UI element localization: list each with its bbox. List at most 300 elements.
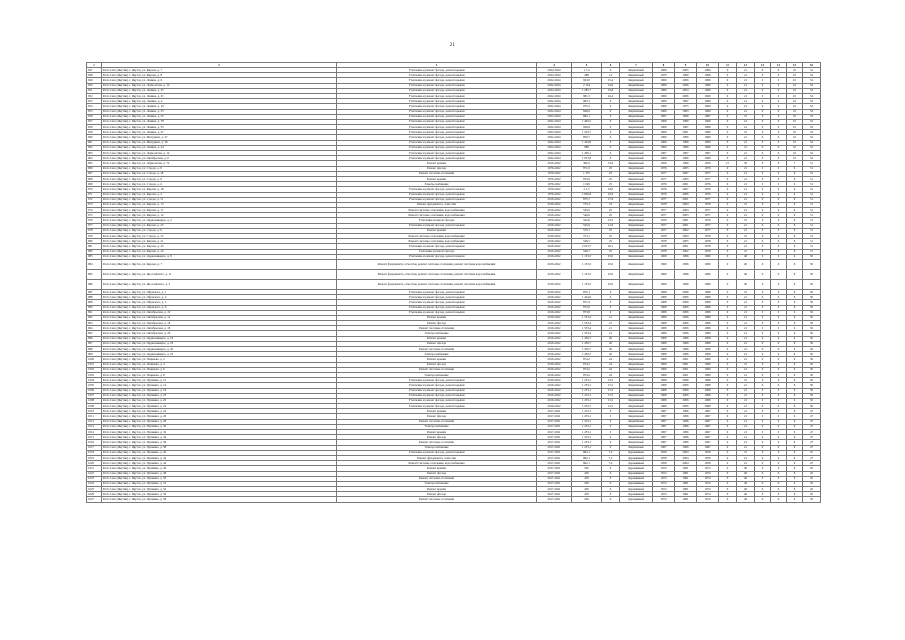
- column-number: 6: [602, 63, 620, 68]
- table-cell: 52: [803, 140, 821, 145]
- table-cell: 0: [755, 99, 771, 104]
- table-cell: 2004: [675, 208, 697, 213]
- table-cell: 2016-2022: [537, 269, 572, 279]
- table-cell: 6: [787, 289, 803, 294]
- table-cell: Кирпичный: [620, 187, 653, 192]
- table-cell: 50: [803, 341, 821, 346]
- table-cell: 1967: [653, 409, 675, 414]
- table-cell: 1005: [87, 383, 102, 388]
- table-cell: 0: [755, 208, 771, 213]
- table-cell: 0: [719, 213, 737, 218]
- table-cell: 40: [737, 279, 755, 289]
- table-cell: 1996: [675, 435, 697, 440]
- table-cell: 6: [787, 419, 803, 424]
- table-cell: 1969: [653, 109, 675, 114]
- table-cell: Утепление и ремонт фасада, ремонт крыши: [337, 93, 537, 98]
- table-cell: 6: [787, 182, 803, 187]
- table-cell: 1996: [675, 145, 697, 150]
- table-cell: 546,5: [572, 239, 602, 244]
- table-cell: 1969: [697, 88, 719, 93]
- table-cell: Кирпичный: [620, 130, 653, 135]
- table-cell: 52: [803, 119, 821, 124]
- column-number: 14: [771, 63, 787, 68]
- table-cell: 47: [803, 430, 821, 435]
- table-cell: 10: [787, 140, 803, 145]
- table-cell: Деревянный: [620, 461, 653, 466]
- table-cell: 0: [719, 466, 737, 471]
- table-cell: 1969: [653, 104, 675, 109]
- table-cell: 21: [737, 88, 755, 93]
- table-cell: 12,5: [602, 218, 620, 223]
- table-cell: 0: [755, 187, 771, 192]
- table-cell: 2016-2022: [537, 315, 572, 320]
- table-cell: 0: [755, 461, 771, 466]
- table-cell: 0: [719, 140, 737, 145]
- table-cell: 949: [87, 78, 102, 83]
- table-cell: 1974: [653, 487, 675, 492]
- table-cell: 2006: [675, 83, 697, 88]
- table-cell: 0: [771, 388, 787, 393]
- table-cell: Утепление и ремонт фасада, ремонт крыши: [337, 383, 537, 388]
- column-number: 12: [737, 63, 755, 68]
- table-cell: 1021: [87, 466, 102, 471]
- table-cell: 50: [803, 367, 821, 372]
- table-cell: 52: [803, 104, 821, 109]
- table-cell: Деревянный: [620, 476, 653, 481]
- table-cell: 6: [787, 166, 803, 171]
- table-cell: 0: [755, 414, 771, 419]
- table-cell: 21: [737, 104, 755, 109]
- table-cell: 1974: [697, 466, 719, 471]
- table-cell: 1978: [697, 239, 719, 244]
- table-cell: 1999: [675, 119, 697, 124]
- table-cell: Ремонт крыши: [337, 409, 537, 414]
- table-cell: 0: [602, 305, 620, 310]
- table-cell: 45: [803, 476, 821, 481]
- table-cell: 545,6: [572, 208, 602, 213]
- table-cell: 973: [87, 202, 102, 207]
- table-cell: 1967: [653, 440, 675, 445]
- table-cell: 21,6: [602, 223, 620, 228]
- table-cell: 0: [771, 151, 787, 156]
- table-cell: Респ.Саха (Якутия), г. Якутск, ул. Орджоникидзе, д. 20: [102, 347, 337, 352]
- table-cell: 0: [755, 326, 771, 331]
- table-cell: 50: [803, 321, 821, 326]
- table-cell: 1961: [675, 471, 697, 476]
- table-cell: 1969: [697, 254, 719, 259]
- table-cell: 977: [87, 223, 102, 228]
- table-cell: 51: [803, 249, 821, 254]
- table-cell: 0: [719, 305, 737, 310]
- table-cell: 6: [787, 176, 803, 181]
- table-cell: 1 253,1: [572, 435, 602, 440]
- table-cell: 1968: [697, 326, 719, 331]
- table-cell: 50: [803, 326, 821, 331]
- table-cell: 50: [803, 269, 821, 279]
- table-cell: 975: [87, 213, 102, 218]
- table-cell: 2006: [675, 78, 697, 83]
- table-cell: 0: [771, 497, 787, 502]
- table-cell: 10: [787, 73, 803, 78]
- table-cell: Утепление и ремонт фасада, ремонт крыши: [337, 295, 537, 300]
- table-cell: 970: [87, 187, 102, 192]
- table-cell: 21: [737, 419, 755, 424]
- table-cell: 1996: [675, 414, 697, 419]
- table-cell: Респ.Саха (Якутия), г. Якутск, ул. Лермонтова, д. 72: [102, 161, 337, 166]
- table-cell: 960: [87, 135, 102, 140]
- table-cell: Респ.Саха (Якутия), г. Якутск, ул. Ойунского, д. 5: [102, 300, 337, 305]
- table-cell: 1996: [675, 336, 697, 341]
- table-cell: 6: [787, 487, 803, 492]
- table-cell: 6: [787, 336, 803, 341]
- table-cell: 0: [771, 481, 787, 486]
- table-cell: 967: [87, 171, 102, 176]
- table-cell: 0: [719, 187, 737, 192]
- table-cell: 0: [719, 99, 737, 104]
- table-cell: Кирпичный: [620, 239, 653, 244]
- table-cell: 23: [602, 202, 620, 207]
- table-cell: 1978: [697, 234, 719, 239]
- table-cell: 14: [602, 73, 620, 78]
- table-cell: 40: [737, 497, 755, 502]
- table-cell: 0: [755, 83, 771, 88]
- table-cell: Респ.Саха (Якутия), г. Якутск, ул. Кирова, д. 24: [102, 249, 337, 254]
- table-cell: 2016-2022: [537, 305, 572, 310]
- table-cell: Респ.Саха (Якутия), г. Якутск, ул. Пушкина, д. 20: [102, 398, 337, 403]
- table-cell: 16,8: [602, 88, 620, 93]
- table-cell: Деревянный: [620, 487, 653, 492]
- table-cell: 6: [787, 234, 803, 239]
- table-cell: 1002: [87, 367, 102, 372]
- table-cell: 25: [602, 208, 620, 213]
- table-cell: 1969: [697, 156, 719, 161]
- table-cell: 1967: [653, 414, 675, 419]
- column-number: 8: [653, 63, 675, 68]
- table-cell: 10: [787, 104, 803, 109]
- table-cell: 456: [572, 487, 602, 492]
- table-cell: 2017-2021: [537, 455, 572, 460]
- table-cell: 0: [771, 357, 787, 362]
- table-cell: 0: [719, 300, 737, 305]
- table-cell: 0: [755, 171, 771, 176]
- table-cell: 1967: [653, 114, 675, 119]
- table-cell: 2002: [675, 249, 697, 254]
- table-cell: 1967: [653, 430, 675, 435]
- table-cell: Кирпичный: [620, 171, 653, 176]
- table-cell: 0: [602, 435, 620, 440]
- table-cell: 1968: [697, 300, 719, 305]
- table-cell: 0: [602, 492, 620, 497]
- table-cell: Утепление и ремонт фасада, ремонт крыши: [337, 145, 537, 150]
- table-cell: 2006: [675, 383, 697, 388]
- table-cell: Респ.Саха (Якутия), г. Якутск, ул. Пушкина, д. 22: [102, 404, 337, 409]
- table-cell: Кирпичный: [620, 259, 653, 269]
- table-cell: 2016-2022: [537, 208, 572, 213]
- table-cell: 1 493,2: [572, 119, 602, 124]
- table-cell: 0: [755, 331, 771, 336]
- table-cell: 0: [771, 156, 787, 161]
- table-cell: 21: [737, 228, 755, 233]
- table-cell: 50: [803, 352, 821, 357]
- table-cell: 2004: [675, 450, 697, 455]
- table-cell: 52: [803, 93, 821, 98]
- table-cell: Утепление и ремонт фасада: [337, 249, 537, 254]
- table-cell: 1020: [87, 461, 102, 466]
- table-cell: 2006: [675, 289, 697, 294]
- table-cell: 1996: [675, 352, 697, 357]
- table-cell: 0: [771, 430, 787, 435]
- table-cell: 1999: [697, 78, 719, 83]
- table-cell: 0: [602, 476, 620, 481]
- table-cell: 21: [737, 176, 755, 181]
- table-cell: 1 337: [572, 171, 602, 176]
- table-cell: 21: [737, 347, 755, 352]
- table-cell: 1 299,1: [572, 151, 602, 156]
- table-cell: 10: [787, 78, 803, 83]
- table-cell: 0: [771, 109, 787, 114]
- table-cell: 6: [787, 409, 803, 414]
- table-cell: Кирпичный: [620, 254, 653, 259]
- table-cell: 51: [803, 197, 821, 202]
- table-cell: 47: [803, 450, 821, 455]
- table-cell: 50: [803, 372, 821, 377]
- table-cell: 1 253,1: [572, 445, 602, 450]
- table-cell: 2016-2022: [537, 289, 572, 294]
- table-cell: 25: [602, 176, 620, 181]
- table-cell: 47: [803, 409, 821, 414]
- table-cell: 1974: [653, 497, 675, 502]
- table-cell: 6: [787, 352, 803, 357]
- table-cell: Утепление и ремонт фасада, ремонт крыши: [337, 187, 537, 192]
- table-cell: Респ.Саха (Якутия), г. Якутск, ул. Ярославского, д. 11: [102, 269, 337, 279]
- table-cell: Ремонт фасада: [337, 492, 537, 497]
- table-cell: 2017-2021: [537, 409, 572, 414]
- table-cell: Респ.Саха (Якутия), г. Якутск, ул. Кирова, д. 7: [102, 68, 337, 73]
- table-cell: 2001: [675, 367, 697, 372]
- table-cell: 1974: [697, 497, 719, 502]
- table-cell: 47: [803, 435, 821, 440]
- table-cell: 15,5: [602, 388, 620, 393]
- table-cell: 21: [737, 315, 755, 320]
- table-cell: 21: [737, 289, 755, 294]
- table-cell: 0: [771, 223, 787, 228]
- table-cell: Ремонт фасада: [337, 166, 537, 171]
- table-cell: 1976-2022: [537, 218, 572, 223]
- table-cell: Кирпичный: [620, 140, 653, 145]
- table-cell: 0: [771, 93, 787, 98]
- table-cell: Ремонт крыши: [337, 430, 537, 435]
- table-cell: Утепление и ремонт фасада, ремонт крыши: [337, 151, 537, 156]
- table-cell: 1969: [697, 99, 719, 104]
- table-cell: 873,9: [572, 176, 602, 181]
- table-cell: 965: [87, 161, 102, 166]
- table-cell: Ремонт системы отопления: [337, 476, 537, 481]
- table-cell: 0: [719, 83, 737, 88]
- table-cell: 0: [755, 161, 771, 166]
- table-cell: 0: [755, 213, 771, 218]
- table-cell: 984: [87, 259, 102, 269]
- table-cell: 45: [803, 497, 821, 502]
- table-cell: 0: [755, 310, 771, 315]
- table-cell: 21: [737, 409, 755, 414]
- table-cell: 0: [755, 156, 771, 161]
- table-cell: 1997: [675, 151, 697, 156]
- table-cell: Респ.Саха (Якутия), г. Якутск, ул. Пушкина, д. 36: [102, 440, 337, 445]
- table-cell: Ремонт крыши: [337, 357, 537, 362]
- table-cell: 0: [755, 88, 771, 93]
- table-cell: 2022-2024: [537, 145, 572, 150]
- table-cell: 52: [803, 109, 821, 114]
- table-cell: 1977: [697, 223, 719, 228]
- table-cell: 20: [602, 336, 620, 341]
- table-cell: 1976: [653, 187, 675, 192]
- table-cell: Кирпичный: [620, 73, 653, 78]
- table-cell: 2016-2022: [537, 279, 572, 289]
- table-cell: 1007: [87, 393, 102, 398]
- table-cell: Ремонт системы отопления, водоснабжения: [337, 213, 537, 218]
- table-cell: 0: [771, 161, 787, 166]
- table-cell: 0: [755, 197, 771, 202]
- table-cell: 0: [755, 93, 771, 98]
- table-cell: 0: [755, 430, 771, 435]
- table-cell: 1967: [653, 151, 675, 156]
- table-cell: 0: [602, 471, 620, 476]
- table-cell: 0: [719, 455, 737, 460]
- table-cell: 21: [737, 378, 755, 383]
- table-cell: 51: [803, 166, 821, 171]
- table-cell: 21: [737, 73, 755, 78]
- table-cell: Кирпичный: [620, 125, 653, 130]
- table-cell: 0: [719, 471, 737, 476]
- table-cell: 1013: [87, 424, 102, 429]
- table-cell: 1968: [653, 341, 675, 346]
- table-cell: Ремонт крыши: [337, 161, 537, 166]
- table-cell: Респ.Саха (Якутия), г. Якутск, ул. Ойунского, д. 1: [102, 289, 337, 294]
- table-cell: Респ.Саха (Якутия), г. Якутск, ул. Ярославского, д. 3: [102, 279, 337, 289]
- table-cell: Утепление и ремонт фасада, ремонт крыши: [337, 450, 537, 455]
- table-cell: 0: [602, 135, 620, 140]
- table-cell: 7,2: [602, 461, 620, 466]
- table-cell: 0: [771, 331, 787, 336]
- table-cell: 21: [737, 430, 755, 435]
- table-cell: 0: [771, 68, 787, 73]
- table-cell: Кирпичный: [620, 197, 653, 202]
- table-cell: 969: [87, 182, 102, 187]
- table-cell: 0: [755, 279, 771, 289]
- table-cell: 1958: [697, 455, 719, 460]
- table-cell: 2003: [675, 213, 697, 218]
- table-cell: 0: [755, 383, 771, 388]
- table-cell: 0: [602, 99, 620, 104]
- table-cell: 21: [737, 202, 755, 207]
- table-cell: 1976: [653, 218, 675, 223]
- table-cell: Респ.Саха (Якутия), г. Якутск, ул. Октябрьская, д. 10: [102, 310, 337, 315]
- column-number: 3: [337, 63, 537, 68]
- table-cell: Кирпичный: [620, 321, 653, 326]
- table-cell: 0: [719, 223, 737, 228]
- table-cell: 6: [787, 347, 803, 352]
- table-cell: 15,5: [602, 378, 620, 383]
- table-cell: 955: [87, 109, 102, 114]
- table-cell: Респ.Саха (Якутия), г. Якутск, ул. Октябрьская, д. 18: [102, 326, 337, 331]
- table-cell: 2 013,7: [572, 244, 602, 249]
- table-cell: 1999: [697, 83, 719, 88]
- table-cell: Кирпичный: [620, 218, 653, 223]
- table-cell: Респ.Саха (Якутия), г. Якутск, пр. Ленина, д. 4: [102, 99, 337, 104]
- table-cell: 47: [803, 424, 821, 429]
- table-cell: 2017-2021: [537, 424, 572, 429]
- table-cell: 2022-2024: [537, 88, 572, 93]
- table-cell: 15,4: [602, 78, 620, 83]
- table-cell: Кирпичный: [620, 68, 653, 73]
- table-cell: 1996: [675, 135, 697, 140]
- table-cell: 1969: [697, 130, 719, 135]
- table-cell: 1968: [697, 331, 719, 336]
- table-cell: 52: [803, 114, 821, 119]
- table-cell: 51: [803, 176, 821, 181]
- column-number: 7: [620, 63, 653, 68]
- table-cell: Ремонт системы отопления: [337, 440, 537, 445]
- table-cell: 2022-2024: [537, 119, 572, 124]
- table-cell: Кирпичный: [620, 202, 653, 207]
- table-cell: 21: [737, 151, 755, 156]
- table-cell: 2017-2021: [537, 430, 572, 435]
- table-cell: 6: [787, 249, 803, 254]
- table-cell: 50: [803, 331, 821, 336]
- table-cell: Респ.Саха (Якутия), г. Якутск, ул. Кирова, д. 13: [102, 202, 337, 207]
- table-cell: 1997: [675, 125, 697, 130]
- table-cell: 0: [602, 145, 620, 150]
- table-cell: 0: [719, 239, 737, 244]
- table-cell: 2016-2022: [537, 388, 572, 393]
- table-cell: 21: [737, 213, 755, 218]
- table-cell: 456: [572, 471, 602, 476]
- table-cell: 6: [787, 383, 803, 388]
- table-cell: 982: [87, 249, 102, 254]
- table-cell: Кирпичный: [620, 383, 653, 388]
- table-cell: 1969: [653, 156, 675, 161]
- table-cell: Кирпичный: [620, 326, 653, 331]
- table-cell: Респ.Саха (Якутия), г. Якутск, ул. Ленина, д. 52: [102, 114, 337, 119]
- table-cell: 1996: [675, 409, 697, 414]
- table-cell: 2022-2024: [537, 104, 572, 109]
- table-cell: 1976-2022: [537, 166, 572, 171]
- table-cell: 6: [787, 223, 803, 228]
- table-cell: Утепление и ремонт фасада, ремонт крыши: [337, 109, 537, 114]
- table-cell: Респ.Саха (Якутия), г. Якутск, ул. Пушкина, д. 38: [102, 445, 337, 450]
- table-cell: 6: [787, 471, 803, 476]
- table-cell: 0: [602, 487, 620, 492]
- table-cell: 0: [755, 249, 771, 254]
- table-cell: 21: [602, 321, 620, 326]
- table-cell: Респ.Саха (Якутия), г. Якутск, ул. Ойунского, д. 4: [102, 295, 337, 300]
- table-cell: 1968: [697, 315, 719, 320]
- table-cell: 0: [719, 135, 737, 140]
- table-cell: 1977: [653, 171, 675, 176]
- table-cell: 0: [771, 378, 787, 383]
- table-cell: Респ.Саха (Якутия), г. Якутск, ул. Пушкина, д. 52: [102, 481, 337, 486]
- table-cell: 976: [87, 218, 102, 223]
- table-cell: 0: [771, 393, 787, 398]
- table-cell: 1968: [653, 388, 675, 393]
- table-cell: 1978: [697, 202, 719, 207]
- table-cell: 0: [771, 409, 787, 414]
- table-cell: 2006: [675, 398, 697, 403]
- table-cell: 2016-2022: [537, 352, 572, 357]
- table-cell: 51: [803, 182, 821, 187]
- table-cell: 21: [737, 171, 755, 176]
- table-cell: 40: [737, 471, 755, 476]
